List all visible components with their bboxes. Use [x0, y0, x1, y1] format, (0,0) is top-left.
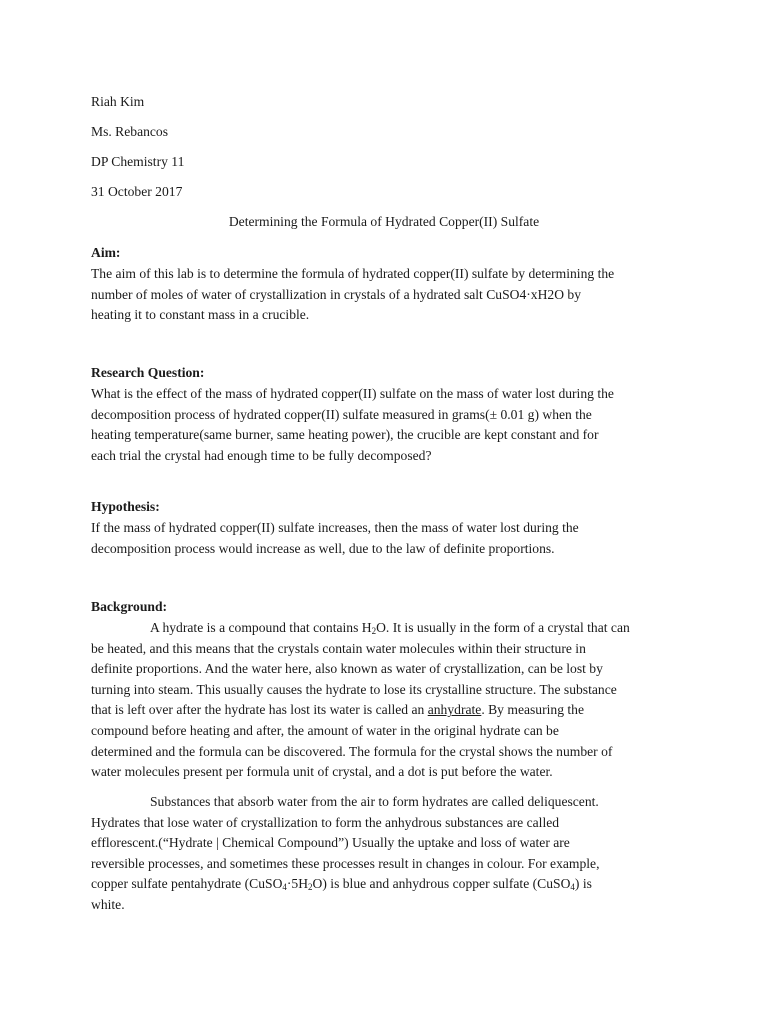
- bg-line: Hydrates that lose water of crystallization to form the anhydrous substances are called: [91, 814, 560, 830]
- course-name: DP Chemistry 11: [91, 154, 185, 169]
- bg-line: copper sulfate pentahydrate $(CuSO_4\cdot 5H_2O)$ is blue and anhydrous copper sulfate (CuSO$_4$) is: [91, 876, 592, 893]
- hypothesis-line: decomposition process would increase as well, due to the law of definite proportions.: [91, 540, 555, 556]
- aim-line: heating it to constant mass in a crucible.: [91, 307, 310, 323]
- aim-line: number of moles of water of crystallization in crystals of a hydrated salt CuSO4·xH2O by: [91, 286, 582, 302]
- aim-paragraph: [91, 264, 691, 326]
- bg-line: Substances that absorb water from the air to form hydrates are called deliquescent.: [150, 794, 599, 809]
- aim-line: The aim of this lab is to determine the formula of hydrated copper(II) sulfate by determining the: [91, 266, 615, 281]
- rq-line: What is the effect of the mass of hydrated copper(II) sulfate on the mass of water lost during the: [91, 386, 614, 401]
- document-date: 31 October 2017: [91, 184, 183, 199]
- bg-line: turning into steam. This usually causes the hydrate to lose its crystalline structure. The substance: [91, 681, 617, 697]
- document-title: Determining the Formula of Hydrated Copper(II) Sulfate: [228, 214, 540, 229]
- student-name: Riah Kim: [91, 94, 145, 109]
- bg-line: reversible processes, and sometimes these processes result in changes in colour. For example,: [91, 855, 600, 871]
- background-paragraph-1: [91, 618, 691, 783]
- background-paragraph-2: [91, 792, 691, 916]
- rq-line: each trial the crystal had enough time to be fully decomposed?: [91, 447, 432, 463]
- rq-line: decomposition process of hydrated copper(II) sulfate measured in grams(± 0.01 g) when the: [91, 406, 592, 422]
- bg-line: determined and the formula can be discovered. The formula for the crystal shows the number of: [91, 743, 613, 759]
- research-question-paragraph: [91, 384, 691, 466]
- hypothesis-line: If the mass of hydrated copper(II) sulfate increases, then the mass of water lost during the: [91, 520, 579, 535]
- bg-line: that is left over after the hydrate has lost its water is called an anhydrate. By measuring the: [91, 702, 585, 718]
- bg-line: be heated, and this means that the crystals contain water molecules within their structure in: [91, 640, 586, 656]
- bg-line: efflorescent.(“Hydrate | Chemical Compound”) Usually the uptake and loss of water are: [91, 835, 570, 851]
- hypothesis-paragraph: [91, 518, 691, 559]
- rq-line: heating temperature(same burner, same heating power), the crucible are kept constant and for: [91, 427, 599, 443]
- bg-line: white.: [91, 896, 125, 912]
- research-question-heading: Research Question:: [91, 365, 205, 380]
- background-heading: Background:: [91, 599, 168, 614]
- bg-line: definite proportions. And the water here, also known as water of crystallization, can be lost by: [91, 661, 603, 677]
- bg-line: water molecules present per formula unit of crystal, and a dot is put before the water.: [91, 764, 553, 780]
- bg-line: compound before heating and after, the amount of water in the original hydrate can be: [91, 722, 559, 738]
- hypothesis-heading: Hypothesis:: [91, 499, 160, 514]
- aim-heading: Aim:: [91, 245, 121, 260]
- bg-line: A hydrate is a compound that contains $H_2O$. It is usually in the form of a crystal that can: [150, 620, 630, 636]
- teacher-name: Ms. Rebancos: [91, 124, 169, 139]
- anhydrate-term: anhydrate: [427, 702, 482, 718]
